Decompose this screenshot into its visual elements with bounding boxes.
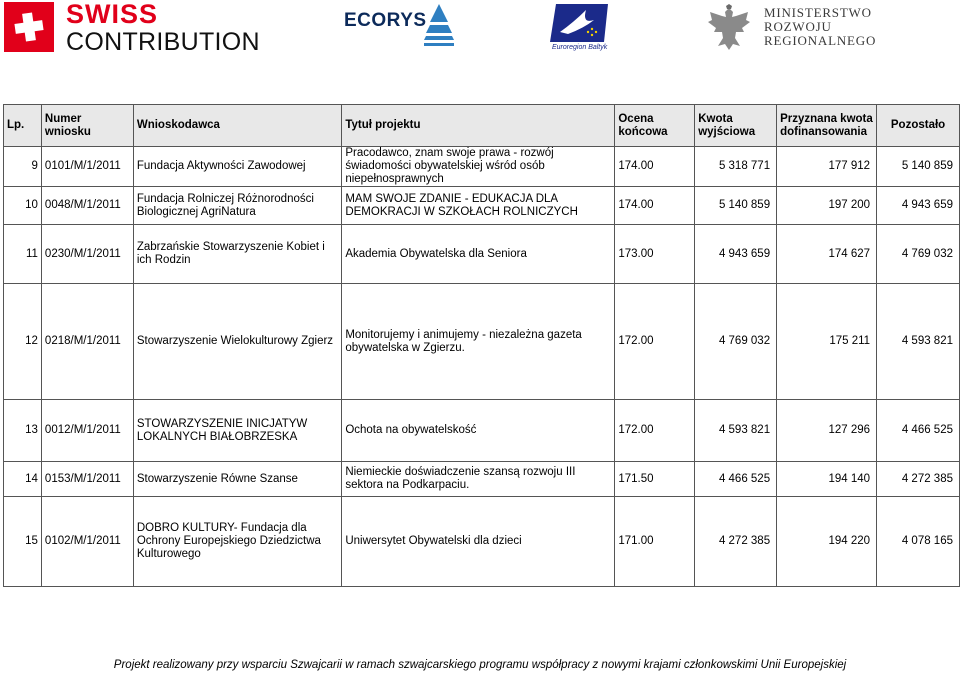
cell-kwota: 4 769 032 bbox=[695, 284, 777, 400]
cell-przyznana: 174 627 bbox=[777, 225, 877, 284]
cell-pozostalo: 4 769 032 bbox=[877, 225, 960, 284]
euroregion-caption: Euroregion Baltyk bbox=[552, 44, 608, 51]
cell-ocena: 174.00 bbox=[615, 187, 695, 225]
swiss-contribution-logo bbox=[4, 0, 260, 56]
cell-wnioskodawca: Fundacja Rolniczej Różnorodności Biologicznej AgriNatura bbox=[133, 187, 341, 225]
cell-kwota: 5 318 771 bbox=[695, 147, 777, 187]
cell-ocena: 171.50 bbox=[615, 462, 695, 497]
cell-lp: 10 bbox=[4, 187, 42, 225]
grants-table bbox=[3, 104, 960, 587]
table-row bbox=[4, 462, 960, 497]
table-row bbox=[4, 400, 960, 462]
swiss-cross-icon bbox=[4, 2, 54, 52]
cell-pozostalo: 4 466 525 bbox=[877, 400, 960, 462]
cell-numer: 0230/M/1/2011 bbox=[41, 225, 133, 284]
cell-kwota: 4 943 659 bbox=[695, 225, 777, 284]
cell-tytul: Niemieckie doświadczenie szansą rozwoju III sektora na Podkarpaciu. bbox=[342, 462, 615, 497]
cell-numer: 0101/M/1/2011 bbox=[41, 147, 133, 187]
cell-kwota: 4 466 525 bbox=[695, 462, 777, 497]
header-numer: Numer wniosku bbox=[41, 105, 133, 147]
cell-pozostalo: 4 272 385 bbox=[877, 462, 960, 497]
cell-pozostalo: 4 943 659 bbox=[877, 187, 960, 225]
ecorys-logo-text: ECORYS bbox=[344, 10, 427, 31]
header-ocena: Ocena końcowa bbox=[615, 105, 695, 147]
cell-numer: 0218/M/1/2011 bbox=[41, 284, 133, 400]
header-kwota: Kwota wyjściowa bbox=[695, 105, 777, 147]
cell-pozostalo: 5 140 859 bbox=[877, 147, 960, 187]
cell-kwota: 4 593 821 bbox=[695, 400, 777, 462]
cell-lp: 11 bbox=[4, 225, 42, 284]
cell-przyznana: 177 912 bbox=[777, 147, 877, 187]
table-row bbox=[4, 147, 960, 187]
cell-kwota: 4 272 385 bbox=[695, 497, 777, 587]
euroregion-baltyk-logo bbox=[548, 2, 612, 54]
cell-lp: 15 bbox=[4, 497, 42, 587]
cell-lp: 12 bbox=[4, 284, 42, 400]
header-pozostalo: Pozostało bbox=[877, 105, 960, 147]
cell-numer: 0102/M/1/2011 bbox=[41, 497, 133, 587]
cell-wnioskodawca: Fundacja Aktywności Zawodowej bbox=[133, 147, 341, 187]
cell-pozostalo: 4 593 821 bbox=[877, 284, 960, 400]
footer-note: Projekt realizowany przy wsparciu Szwajcarii w ramach szwajcarskiego programu współpracy z nowymi krajami członkowskimi Unii Europejskiej bbox=[113, 659, 847, 671]
cell-wnioskodawca: Stowarzyszenie Wielokulturowy Zgierz bbox=[133, 284, 341, 400]
table-row bbox=[4, 284, 960, 400]
table-row bbox=[4, 187, 960, 225]
cell-kwota: 5 140 859 bbox=[695, 187, 777, 225]
cell-wnioskodawca: DOBRO KULTURY- Fundacja dla Ochrony Europejskiego Dziedzictwa Kulturowego bbox=[133, 497, 341, 587]
cell-tytul: Ochota na obywatelskość bbox=[342, 400, 615, 462]
header-wnioskodawca: Wnioskodawca bbox=[133, 105, 341, 147]
ecorys-logo bbox=[344, 4, 456, 54]
cell-ocena: 173.00 bbox=[615, 225, 695, 284]
ecorys-mark-icon bbox=[424, 4, 454, 59]
cell-przyznana: 197 200 bbox=[777, 187, 877, 225]
cell-wnioskodawca: Stowarzyszenie Równe Szanse bbox=[133, 462, 341, 497]
cell-przyznana: 175 211 bbox=[777, 284, 877, 400]
cell-tytul: Pracodawco, znam swoje prawa - rozwój świadomości obywatelskiej wśród osób niepełnosprawnych bbox=[342, 147, 615, 187]
cell-lp: 14 bbox=[4, 462, 42, 497]
ministry-line: MINISTERSTWO bbox=[764, 5, 872, 20]
cell-tytul: Monitorujemy i animujemy - niezależna gazeta obywatelska w Zgierzu. bbox=[342, 284, 615, 400]
header-przyznana: Przyznana kwota dofinansowania bbox=[777, 105, 877, 147]
cell-tytul: Uniwersytet Obywatelski dla dzieci bbox=[342, 497, 615, 587]
cell-przyznana: 194 220 bbox=[777, 497, 877, 587]
polish-eagle-icon bbox=[706, 4, 752, 57]
swiss-logo-line2: CONTRIBUTION bbox=[66, 28, 260, 56]
cell-ocena: 172.00 bbox=[615, 284, 695, 400]
cell-lp: 9 bbox=[4, 147, 42, 187]
cell-wnioskodawca: STOWARZYSZENIE INICJATYW LOKALNYCH BIAŁOBRZESKA bbox=[133, 400, 341, 462]
cell-ocena: 171.00 bbox=[615, 497, 695, 587]
cell-tytul: Akademia Obywatelska dla Seniora bbox=[342, 225, 615, 284]
ministry-line: REGIONALNEGO bbox=[764, 33, 877, 48]
header-lp: Lp. bbox=[4, 105, 42, 147]
table-header-row bbox=[4, 105, 960, 147]
cell-przyznana: 194 140 bbox=[777, 462, 877, 497]
cell-numer: 0012/M/1/2011 bbox=[41, 400, 133, 462]
logo-strip bbox=[0, 0, 960, 60]
cell-ocena: 174.00 bbox=[615, 147, 695, 187]
cell-przyznana: 127 296 bbox=[777, 400, 877, 462]
ministry-logo bbox=[706, 4, 960, 54]
euroregion-bird-icon bbox=[548, 2, 612, 46]
header-tytul: Tytuł projektu bbox=[342, 105, 615, 147]
swiss-logo-line1: SWISS bbox=[66, 0, 159, 29]
ministry-logo-text bbox=[764, 6, 876, 48]
cell-wnioskodawca: Zabrzańskie Stowarzyszenie Kobiet i ich Rodzin bbox=[133, 225, 341, 284]
table-row bbox=[4, 497, 960, 587]
cell-lp: 13 bbox=[4, 400, 42, 462]
table-row bbox=[4, 225, 960, 284]
cell-numer: 0048/M/1/2011 bbox=[41, 187, 133, 225]
cell-pozostalo: 4 078 165 bbox=[877, 497, 960, 587]
cell-tytul: MAM SWOJE ZDANIE - EDUKACJA DLA DEMOKRACJI W SZKOŁACH ROLNICZYCH bbox=[342, 187, 615, 225]
cell-numer: 0153/M/1/2011 bbox=[41, 462, 133, 497]
ministry-line: ROZWOJU bbox=[764, 19, 832, 34]
cell-ocena: 172.00 bbox=[615, 400, 695, 462]
